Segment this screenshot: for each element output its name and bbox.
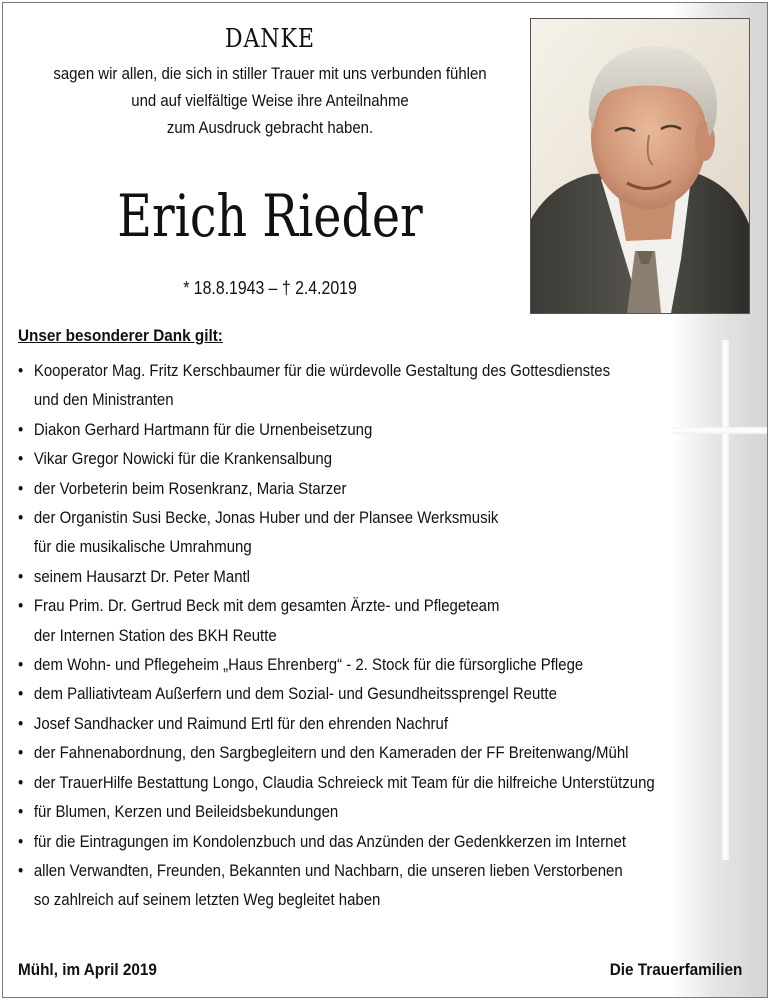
cross-vertical-beam <box>722 340 729 860</box>
thanks-list <box>18 356 678 915</box>
thanks-item-continuation <box>18 885 599 914</box>
bullet: • <box>18 655 24 675</box>
thanks-item-text: seinem Hausarzt Dr. Peter Mantl <box>33 566 251 586</box>
thanks-item-text: so zahlreich auf seinem letzten Weg begleitet haben <box>33 890 381 910</box>
bullet: • <box>18 361 24 380</box>
page-title: DANKE <box>225 24 315 54</box>
thanks-item-text: dem Palliativteam Außerfern und dem Sozial- und Gesundheitssprengel Reutte <box>33 684 557 704</box>
thanks-item-text: für die Eintragungen im Kondolenzbuch und das Anzünden der Gedenkkerzen im Internet <box>33 831 626 851</box>
thanks-item-text: der Organistin Susi Becke, Jonas Huber und der Plansee Werksmusik <box>33 508 499 528</box>
bullet: • <box>18 831 24 851</box>
thanks-item-text: Kooperator Mag. Fritz Kerschbaumer für die würdevolle Gestaltung des Gottesdienstes <box>33 361 611 380</box>
bullet: • <box>18 419 24 439</box>
thanks-item-text: allen Verwandten, Freunden, Bekannten und Nachbarn, die unseren lieben Verstorbenen <box>33 860 623 880</box>
thanks-item <box>18 356 611 385</box>
thanks-item-text: für Blumen, Kerzen und Beileidsbekundungen <box>33 802 339 822</box>
thanks-item <box>18 444 599 473</box>
thanks-item-text: der Internen Station des BKH Reutte <box>33 625 277 645</box>
thanks-item-text: Vikar Gregor Nowicki für die Krankensalbung <box>33 449 333 469</box>
thanks-item <box>18 503 599 532</box>
thanks-item <box>18 738 629 767</box>
thanks-item-continuation <box>18 532 599 561</box>
thanks-heading: Unser besonderer Dank gilt: <box>18 326 223 345</box>
signature: Die Trauerfamilien <box>609 960 742 979</box>
thanks-item <box>18 709 599 738</box>
thanks-item <box>18 591 599 620</box>
thanks-item-text: und den Ministranten <box>33 390 174 410</box>
bullet: • <box>18 596 24 616</box>
cross-horizontal-beam <box>672 427 767 434</box>
thanks-item <box>18 415 599 444</box>
thanks-item-continuation <box>18 385 599 414</box>
bullet: • <box>18 713 24 733</box>
place-date: Mühl, im April 2019 <box>18 960 157 979</box>
intro-line: und auf vielfältige Weise ihre Anteilnahme <box>131 91 409 110</box>
portrait-photo <box>530 18 750 314</box>
thanks-item-text: der TrauerHilfe Bestattung Longo, Claudia Schreieck mit Team für die hilfreiche Unterstützung <box>33 772 655 792</box>
thanks-item <box>18 768 655 797</box>
thanks-item-text: Diakon Gerhard Hartmann für die Urnenbeisetzung <box>33 419 373 439</box>
thanks-item-text: der Fahnenabordnung, den Sargbegleitern und den Kameraden der FF Breitenwang/Mühl <box>33 743 629 763</box>
bullet: • <box>18 508 24 528</box>
portrait-photo-icon <box>531 19 749 313</box>
thanks-item-text: Josef Sandhacker und Raimund Ertl für den ehrenden Nachruf <box>33 713 448 733</box>
deceased-name: Erich Rieder <box>117 182 423 250</box>
thanks-item-text: der Vorbeterin beim Rosenkranz, Maria Starzer <box>33 478 347 498</box>
bullet: • <box>18 860 24 880</box>
bullet: • <box>18 566 24 586</box>
thanks-item <box>18 679 599 708</box>
bullet: • <box>18 684 24 704</box>
thanks-item-continuation <box>18 621 599 650</box>
thanks-item-text: Frau Prim. Dr. Gertrud Beck mit dem gesamten Ärzte- und Pflegeteam <box>33 596 500 616</box>
bullet: • <box>18 478 24 498</box>
thanks-item <box>18 856 623 885</box>
thanks-item <box>18 474 599 503</box>
thanks-item <box>18 562 599 591</box>
bullet: • <box>18 802 24 822</box>
thanks-item <box>18 827 626 856</box>
bullet: • <box>18 743 24 763</box>
thanks-item-text: für die musikalische Umrahmung <box>33 537 252 557</box>
header <box>0 24 540 141</box>
intro-line: zum Ausdruck gebracht haben. <box>166 118 374 137</box>
bullet: • <box>18 449 24 469</box>
intro-line: sagen wir allen, die sich in stiller Trauer mit uns verbunden fühlen <box>53 64 487 83</box>
thanks-item <box>18 797 599 826</box>
bullet: • <box>18 772 24 792</box>
thanks-item <box>18 650 599 679</box>
life-dates: * 18.8.1943 – † 2.4.2019 <box>183 278 357 298</box>
thanks-item-text: dem Wohn- und Pflegeheim „Haus Ehrenberg“ - 2. Stock für die fürsorgliche Pflege <box>33 655 584 675</box>
